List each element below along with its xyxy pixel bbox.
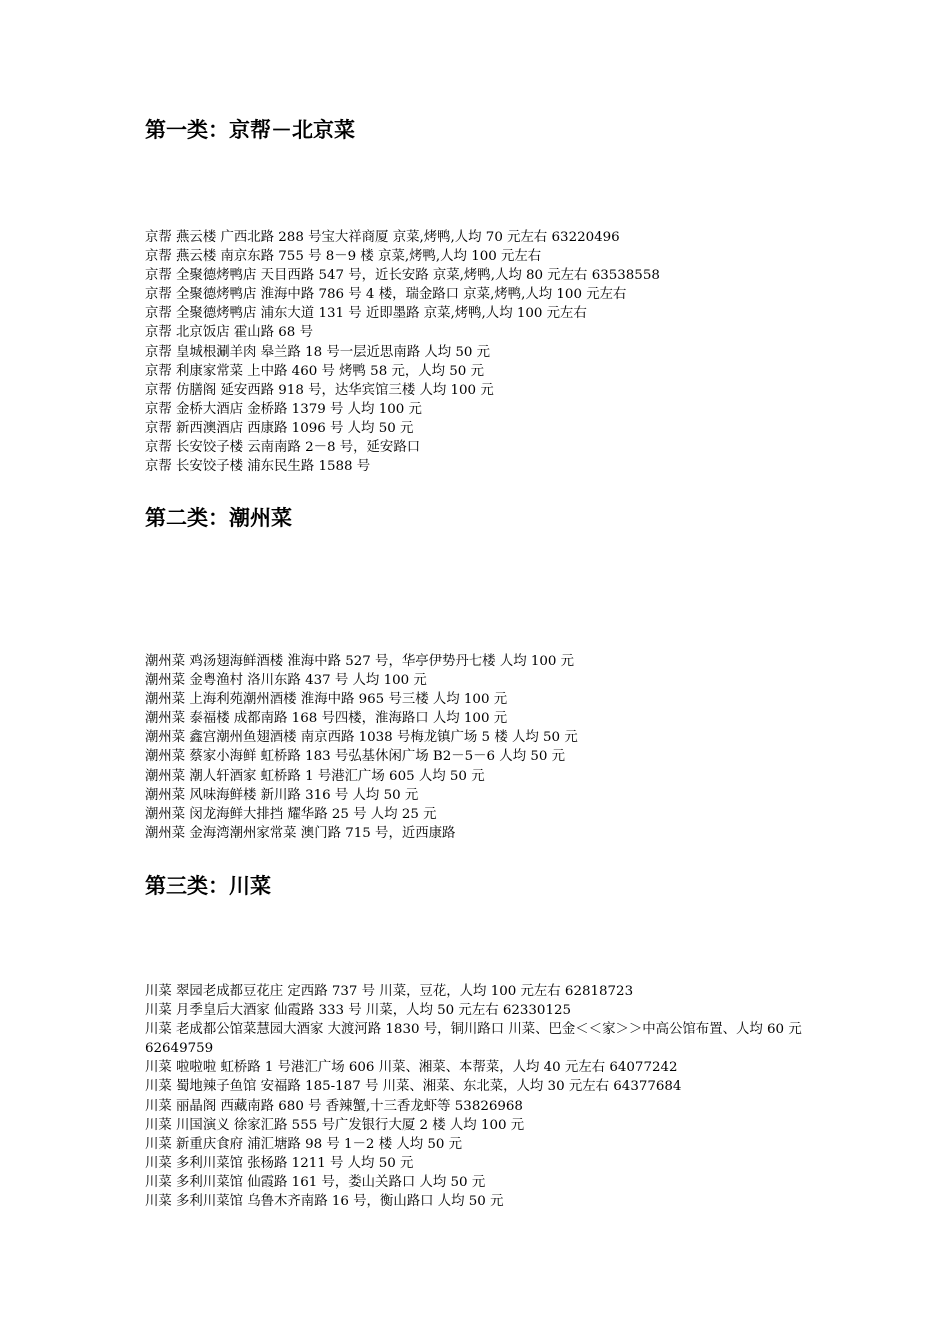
list-item: 川菜 蜀地辣子鱼馆 安福路 185-187 号 川菜、湘菜、东北菜，人均 30 元左右 64377684	[145, 1079, 682, 1095]
list-item: 潮州菜 蔡家小海鲜 虹桥路 183 号弘基休闲广场 B2－5－6 人均 50 元	[145, 749, 566, 765]
restaurant-list-sichuan	[145, 982, 815, 1211]
list-item: 川菜 月季皇后大酒家 仙霞路 333 号 川菜，人均 50 元左右 62330125	[145, 1003, 572, 1019]
restaurant-list-beijing	[145, 228, 815, 476]
list-item: 京帮 长安饺子楼 浦东民生路 1588 号	[145, 459, 371, 475]
section-title: 第三类：川菜	[145, 874, 271, 898]
list-item: 潮州菜 鸡汤翅海鲜酒楼 淮海中路 527 号，华亭伊势丹七楼 人均 100 元	[145, 654, 575, 669]
list-item: 潮州菜 上海利苑潮州酒楼 淮海中路 965 号三楼 人均 100 元	[145, 692, 508, 708]
list-item: 京帮 全聚德烤鸭店 天目西路 547 号，近长安路 京菜,烤鸭,人均 80 元左右 63538558	[145, 268, 660, 284]
section-title: 第二类：潮州菜	[145, 506, 292, 530]
list-item: 潮州菜 金海湾潮州家常菜 澳门路 715 号，近西康路	[145, 825, 456, 841]
list-item: 京帮 仿膳阁 延安西路 918 号，达华宾馆三楼 人均 100 元	[145, 382, 494, 398]
list-item: 京帮 利康家常菜 上中路 460 号 烤鸭 58 元，人均 50 元	[145, 363, 484, 379]
section-heading-beijing	[145, 116, 815, 144]
list-item: 川菜 啦啦啦 虹桥路 1 号港汇广场 606 川菜、湘菜、本帮菜，人均 40 元左右 64077242	[145, 1060, 678, 1076]
list-item: 川菜 丽晶阁 西藏南路 680 号 香辣蟹,十三香龙虾等 53826968	[145, 1098, 523, 1114]
list-item: 潮州菜 泰福楼 成都南路 168 号四楼，淮海路口 人均 100 元	[145, 711, 508, 727]
list-item: 京帮 长安饺子楼 云南南路 2－8 号，延安路口	[145, 440, 421, 456]
list-item: 川菜 多利川菜馆 仙霞路 161 号，娄山关路口 人均 50 元	[145, 1174, 486, 1190]
list-item: 京帮 燕云楼 南京东路 755 号 8－9 楼 京菜,烤鸭,人均 100 元左右	[145, 249, 542, 265]
section-heading-sichuan	[145, 872, 815, 900]
restaurant-list-chaozhou	[145, 652, 815, 843]
list-item: 川菜 多利川菜馆 张杨路 1211 号 人均 50 元	[145, 1155, 414, 1171]
list-item: 潮州菜 金粤渔村 洛川东路 437 号 人均 100 元	[145, 673, 427, 689]
section-title: 第一类：京帮－北京菜	[145, 118, 355, 142]
list-item: 京帮 皇城根涮羊肉 皋兰路 18 号一层近思南路 人均 50 元	[145, 344, 491, 360]
list-item: 川菜 老成都公馆菜慧园大酒家 大渡河路 1830 号，铜川路口 川菜、巴金＜＜家＞＞中高公馆布置、人均 60 元 62649759	[145, 1022, 802, 1057]
list-item: 潮州菜 闵龙海鲜大排挡 耀华路 25 号 人均 25 元	[145, 806, 437, 822]
list-item: 川菜 多利川菜馆 乌鲁木齐南路 16 号，衡山路口 人均 50 元	[145, 1194, 504, 1210]
list-item: 京帮 新西澳酒店 西康路 1096 号 人均 50 元	[145, 420, 414, 436]
list-item: 京帮 全聚德烤鸭店 浦东大道 131 号 近即墨路 京菜,烤鸭,人均 100 元左右	[145, 306, 587, 322]
list-item: 京帮 全聚德烤鸭店 淮海中路 786 号 4 楼，瑞金路口 京菜,烤鸭,人均 100 元左右	[145, 287, 627, 303]
list-item: 京帮 燕云楼 广西北路 288 号宝大祥商厦 京菜,烤鸭,人均 70 元左右 63220496	[145, 230, 620, 245]
list-item: 京帮 金桥大酒店 金桥路 1379 号 人均 100 元	[145, 401, 422, 417]
list-item: 潮州菜 风味海鲜楼 新川路 316 号 人均 50 元	[145, 787, 419, 803]
list-item: 川菜 新重庆食府 浦汇塘路 98 号 1－2 楼 人均 50 元	[145, 1136, 463, 1152]
list-item: 潮州菜 潮人轩酒家 虹桥路 1 号港汇广场 605 人均 50 元	[145, 768, 485, 784]
list-item: 京帮 北京饭店 霍山路 68 号	[145, 325, 313, 341]
list-item: 川菜 川国演义 徐家汇路 555 号广发银行大厦 2 楼 人均 100 元	[145, 1117, 525, 1133]
section-heading-chaozhou	[145, 504, 815, 532]
list-item: 川菜 翠园老成都豆花庄 定西路 737 号 川菜，豆花，人均 100 元左右 62818723	[145, 984, 634, 999]
list-item: 潮州菜 鑫宫潮州鱼翅酒楼 南京西路 1038 号梅龙镇广场 5 楼 人均 50 元	[145, 730, 578, 746]
